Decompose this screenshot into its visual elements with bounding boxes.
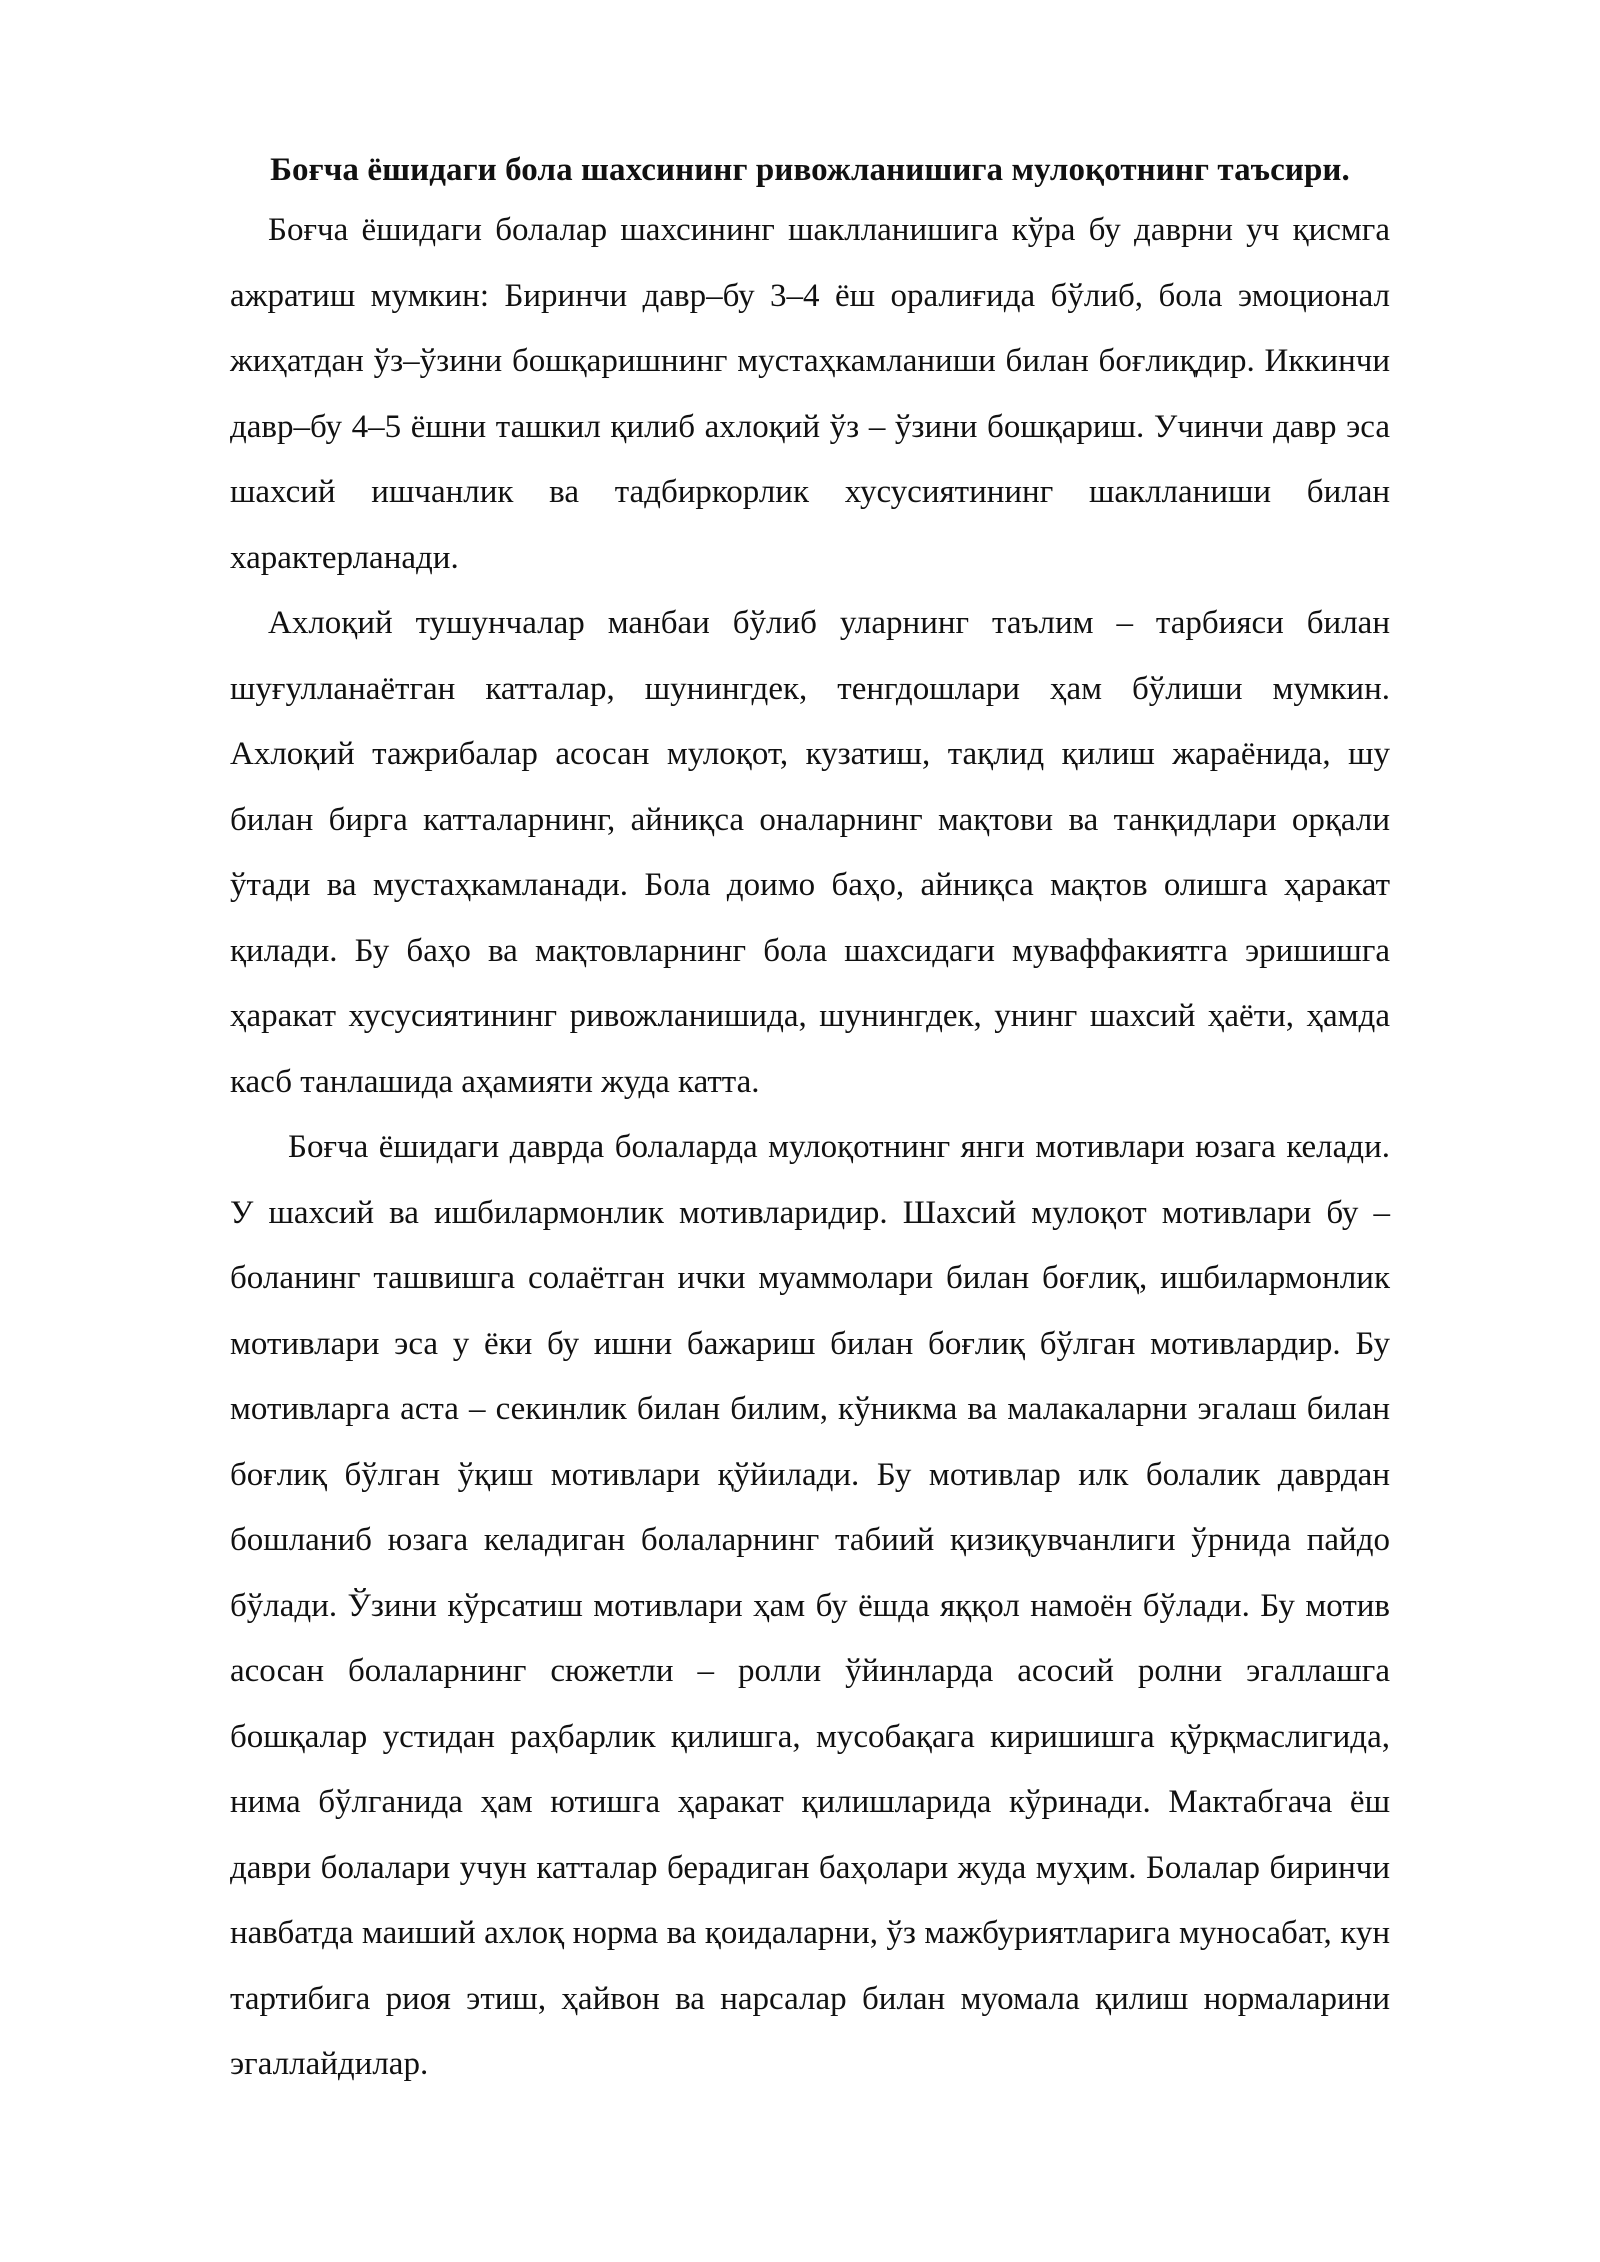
- document-body: [230, 148, 1390, 2098]
- paragraph-3: Боғча ёшидаги даврда болаларда мулоқотнинг янги мотивлари юзага келади. У шахсий ва ишбилармонлик мотивларидир. Шахсий мулоқот мотивлари бу –боланинг ташвишга солаётган ички муаммолари билан боғлиқ, ишбилармонлик мотивлари эса у ёки бу ишни бажариш билан боғлиқ бўлган мотивлардир. Бу мотивларга аста – секинлик билан билим, кўникма ва малакаларни эгалаш билан боғлиқ бўлган ўқиш мотивлари қўйилади. Бу мотивлар илк болалик даврдан бошланиб юзага келадиган болаларнинг табиий қизиқувчанлиги ўрнида пайдо бўлади. Ўзини кўрсатиш мотивлари ҳам бу ёшда яққол намоён бўлади. Бу мотив асосан болаларнинг сюжетли – ролли ўйинларда асосий ролни эгаллашга бошқалар устидан раҳбарлик қилишга, мусобақага киришишга қўрқмаслигида, нима бўлганида ҳам ютишга ҳаракат қилишларида кўринади. Мактабгача ёш даври болалари учун катталар берадиган баҳолари жуда муҳим. Болалар биринчи навбатда маиший ахлоқ норма ва қоидаларни, ўз мажбуриятларига муносабат, кун тартибига риоя этиш, ҳайвон ва нарсалар билан муомала қилиш нормаларини эгаллайдилар.: [230, 1129, 1390, 2082]
- paragraph-2: Ахлоқий тушунчалар манбаи бўлиб уларнинг таълим – тарбияси билан шуғулланаётган катталар, шунингдек, тенгдошлари ҳам бўлиши мумкин. Ахлоқий тажрибалар асосан мулоқот, кузатиш, тақлид қилиш жараёнида, шу билан бирга катталарнинг, айниқса оналарнинг мақтови ва танқидлари орқали ўтади ва мустаҳкамланади. Бола доимо баҳо, айниқса мақтов олишга ҳаракат қилади. Бу баҳо ва мақтовларнинг бола шахсидаги муваффакиятга эришишга ҳаракат хусусиятининг ривожланишида, шунингдек, унинг шахсий ҳаёти, ҳамда касб танлашида аҳамияти жуда катта.: [230, 605, 1390, 1100]
- paragraph-1: Боғча ёшидаги болалар шахсининг шаклланишига кўра бу даврни уч қисмга ажратиш мумкин: Биринчи давр–бу 3–4 ёш оралиғида бўлиб, бола эмоционал жиҳатдан ўз–ўзини бошқаришнинг мустаҳкамланиши билан боғлиқдир. Иккинчи давр–бу 4–5 ёшни ташкил қилиб ахлоқий ўз – ўзини бошқариш. Учинчи давр эса шахсий ишчанлик ва тадбиркорлик хусусиятининг шаклланиши билан характерланади.: [230, 212, 1390, 576]
- document-title: Боғча ёшидаги бола шахсининг ривожланишига мулоқотнинг таъсири.: [270, 152, 1350, 188]
